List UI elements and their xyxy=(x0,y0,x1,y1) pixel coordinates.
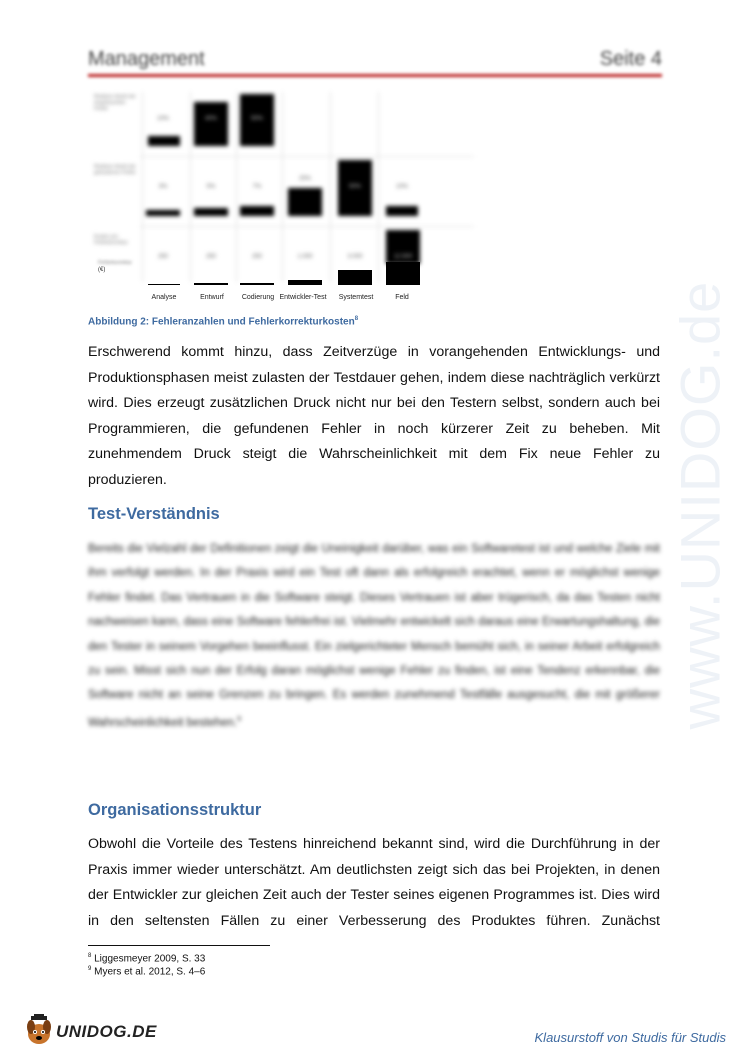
cost-unit: (€) xyxy=(98,267,106,273)
watermark-text: www.UNIDOG.de xyxy=(668,280,732,730)
bar-found-feld xyxy=(386,206,418,216)
row-label-cost: Kosten pro Fehlerkorrektur xyxy=(94,234,128,246)
header-rule xyxy=(88,74,662,77)
row-label-introduced: Relativer Anteil der eingebrachten Fehler xyxy=(94,94,136,112)
dog-icon xyxy=(22,1014,56,1048)
paragraph-organisation: Obwohl die Vorteile des Testens hinreichend bekannt sind, wird die Durchführung in der Praxis immer wieder unterschätzt. Am deutlichsten zeigt sich das bei Projekten, in denen der Entwickler zur gleichen Zeit auch der Tester seines eigenen Programmes ist. Dies wird in den seltensten Fällen zu einer Verbesserung des Produktes führen. Zunächst xyxy=(88,836,660,929)
page-header xyxy=(88,44,662,76)
cost-unit-label: Fehlerkorrektur (€) xyxy=(98,260,132,273)
error-cost-figure xyxy=(90,86,430,312)
value-introduced-codierung: 50% xyxy=(250,116,263,122)
paragraph-test-understanding xyxy=(88,537,660,735)
caption-text: Abbildung 2: Fehleranzahlen und Fehlerkorrekturkosten xyxy=(88,316,355,328)
figure-body xyxy=(90,86,430,286)
phase-label: Codierung xyxy=(241,294,275,301)
page-number: Seite 4 xyxy=(599,48,662,70)
value-cost-codierung: 250 xyxy=(251,254,262,260)
value-cost-analyse: 250 xyxy=(157,254,168,260)
footnote-number: 8 xyxy=(88,953,92,959)
value-introduced-entwurf: 40% xyxy=(204,116,217,122)
watermark xyxy=(660,270,740,740)
mini-bar-codierung xyxy=(240,283,274,285)
footnote-text: Myers et al. 2012, S. 4–6 xyxy=(94,966,206,978)
value-found-systemtest: 50% xyxy=(348,184,361,190)
footnote-8 xyxy=(88,953,205,964)
bar-found-analyse xyxy=(146,210,180,216)
phase-label: Analyse xyxy=(151,294,177,301)
heading-organisationsstruktur: Organisationsstruktur xyxy=(88,801,262,819)
phase-label: Systemtest xyxy=(338,294,374,301)
logo-text: UNIDOG.DE xyxy=(56,1022,157,1041)
figure-caption xyxy=(88,316,358,327)
value-cost-systemtest: 3.000 xyxy=(347,254,363,260)
column-separator xyxy=(190,92,191,282)
phase-label: Feld xyxy=(395,294,409,301)
value-introduced-analyse: 10% xyxy=(156,116,169,122)
bar-introduced-entwurf xyxy=(194,102,228,146)
heading-test-verstaendnis: Test-Verständnis xyxy=(88,505,220,523)
mini-bar-entwicklertest xyxy=(288,280,322,285)
mini-bar-analyse xyxy=(148,284,180,285)
mini-bar-systemtest xyxy=(338,270,372,285)
column-separator xyxy=(282,92,283,282)
value-found-analyse: 3% xyxy=(158,184,168,190)
value-cost-entwicklertest: 1.000 xyxy=(297,254,313,260)
bar-found-entwicklertest xyxy=(288,188,322,216)
column-separator xyxy=(330,92,331,282)
footer-slogan: Klausurstoff von Studis für Studis xyxy=(534,1030,726,1045)
value-found-entwicklertest: 25% xyxy=(298,176,311,182)
row-label-found: Relativer Anteil der gefundenen Fehler xyxy=(94,164,136,176)
footnote-rule xyxy=(88,945,270,946)
header-title: Management xyxy=(88,48,205,70)
footnote-number: 9 xyxy=(88,966,92,972)
column-separator xyxy=(142,92,143,282)
value-cost-entwurf: 250 xyxy=(205,254,216,260)
value-found-codierung: 7% xyxy=(252,184,262,190)
bar-introduced-analyse xyxy=(148,136,180,146)
unidog-logo xyxy=(22,1014,157,1050)
footnote-text: Liggesmeyer 2009, S. 33 xyxy=(94,953,206,965)
caption-footnote-ref: 8 xyxy=(354,316,359,322)
mini-bar-entwurf xyxy=(194,283,228,285)
paragraph-test-understanding-text: Bereits die Vielzahl der Definitionen zeigt die Uneinigkeit darüber, was ein Softwaretest ist und welche Ziele mit ihm verfolgt werden. In der Praxis wird ein Test oft dann als erfolgreich erachtet, wenn er möglichst wenige Fehler findet. Das Vertrauen in die Software steigt. Dieses Vertrauen ist aber trügerisch, da das Testen nicht nachweisen kann, dass eine Software fehlerfrei ist. Vielmehr entwickelt sich daraus eine Erwartungshaltung, die den Tester in seinem Vorgehen beeinflusst. Ein zielgerichteter Mensch bemüht sich, in seiner Arbeit erfolgreich zu sein. Misst sich nun der Erfolg daran möglichst wenige Fehler zu finden, ist eine Tendenz erkennbar, die Software nicht an seine Grenzen zu bringen. Es werden zunehmend Testfälle ausgesucht, die mit größerer Wahrscheinlichkeit bestehen. xyxy=(88,543,660,729)
paragraph-pressure: Erschwerend kommt hinzu, dass Zeitverzüge in vorangehenden Entwicklungs- und Produktionsphasen meist zulasten der Testdauer gehen, indem diese nachträglich verkürzt wird. Dies erzeugt zusätzlichen Druck nicht nur bei den Testern selbst, sondern auch bei Programmieren, die gefundenen Fehler in noch kürzerer Zeit zu beheben. Mit zunehmendem Druck steigt die Wahrscheinlichkeit mit dem Fix neue Fehler zu produzieren. xyxy=(88,344,660,488)
footnote-9 xyxy=(88,966,205,977)
column-separator xyxy=(236,92,237,282)
phase-label: Entwurf xyxy=(200,294,224,301)
value-found-feld: 10% xyxy=(395,184,408,190)
phase-label: Entwickler-Test xyxy=(279,294,327,301)
value-found-entwurf: 5% xyxy=(206,184,216,190)
bar-found-entwurf xyxy=(194,208,228,216)
column-separator xyxy=(378,92,379,282)
value-cost-feld: 12.500 xyxy=(393,254,413,260)
mini-bar-feld xyxy=(386,262,420,285)
bar-found-codierung xyxy=(240,206,274,216)
paragraph-footnote-ref: 9 xyxy=(237,715,242,723)
